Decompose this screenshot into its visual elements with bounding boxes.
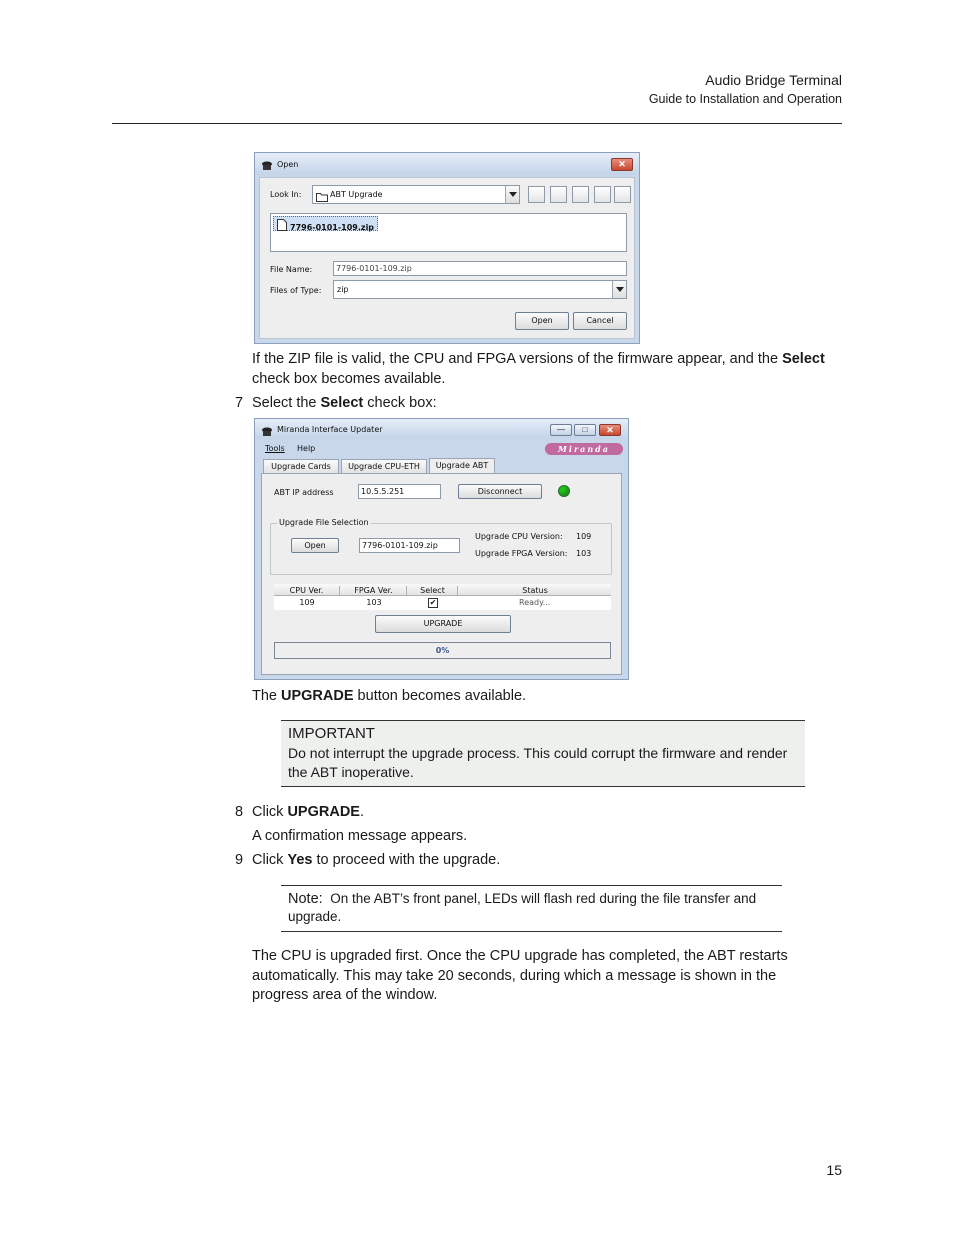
file-item[interactable] bbox=[273, 216, 378, 231]
file-item-name: 7796-0101-109.zip bbox=[290, 223, 375, 232]
step-7-bold: Select bbox=[320, 395, 364, 411]
cpu-version-value: 109 bbox=[576, 532, 592, 541]
disconnect-button[interactable]: Disconnect bbox=[458, 484, 542, 499]
file-icon bbox=[277, 218, 287, 236]
tab-panel bbox=[261, 473, 622, 675]
fpga-version-label: Upgrade FPGA Version: bbox=[475, 549, 568, 558]
tab-upgrade-cards[interactable]: Upgrade Cards bbox=[263, 459, 339, 473]
open-button[interactable]: Open bbox=[515, 312, 569, 330]
minimize-icon[interactable]: — bbox=[550, 424, 572, 436]
ip-value: 10.5.5.251 bbox=[361, 487, 405, 496]
step-8-text-2: . bbox=[359, 804, 364, 820]
row-status: Ready... bbox=[519, 598, 551, 607]
select-checkbox[interactable]: ✔ bbox=[429, 598, 437, 607]
note-text: On the ABT’s front panel, LEDs will flash red during the file transfer and upgrade. bbox=[288, 891, 757, 924]
col-cpu-ver: CPU Ver. bbox=[274, 586, 340, 595]
up-folder-icon[interactable] bbox=[528, 186, 545, 203]
document-title: Audio Bridge Terminal bbox=[705, 72, 842, 88]
chevron-down-icon[interactable] bbox=[612, 281, 626, 298]
important-heading: IMPORTANT bbox=[288, 725, 375, 742]
step-9-text-1: Click bbox=[252, 852, 288, 868]
group-label: Upgrade File Selection bbox=[279, 518, 369, 527]
row-cpu-ver: 109 bbox=[299, 598, 315, 607]
close-icon[interactable]: ✕ bbox=[599, 424, 621, 436]
open-dialog-body bbox=[259, 177, 635, 339]
tab-upgrade-cpu-eth[interactable]: Upgrade CPU-ETH bbox=[341, 459, 427, 473]
updater-title: Miranda Interface Updater bbox=[277, 425, 383, 434]
header-rule bbox=[112, 123, 842, 124]
progress-bar bbox=[274, 642, 611, 659]
step-8-sub: A confirmation message appears. bbox=[252, 828, 468, 844]
step-7-text bbox=[252, 393, 437, 413]
menu-help[interactable]: Help bbox=[297, 444, 316, 453]
upgrade-file-selection-group bbox=[270, 518, 612, 575]
files-of-type-label: Files of Type: bbox=[270, 286, 322, 295]
step-8-bold: UPGRADE bbox=[287, 804, 360, 820]
step-8-text-1: Click bbox=[252, 804, 288, 820]
step-8-text bbox=[252, 802, 364, 822]
upgrade-text-1: The bbox=[252, 688, 282, 704]
chevron-down-icon[interactable] bbox=[505, 186, 519, 203]
status-led-icon bbox=[558, 485, 570, 497]
look-in-label: Look In: bbox=[270, 190, 302, 199]
java-cup-icon bbox=[261, 158, 273, 168]
file-input[interactable] bbox=[359, 538, 460, 553]
new-folder-icon[interactable] bbox=[572, 186, 589, 203]
important-callout bbox=[281, 720, 805, 787]
tab-upgrade-abt[interactable]: Upgrade ABT bbox=[429, 458, 495, 473]
open-dialog bbox=[254, 152, 640, 344]
details-view-icon[interactable] bbox=[614, 186, 631, 203]
updater-window bbox=[254, 418, 629, 680]
menu-tools[interactable]: Tools bbox=[265, 444, 285, 453]
upgrade-button[interactable]: UPGRADE bbox=[375, 615, 511, 633]
final-paragraph: The CPU is upgraded first. Once the CPU upgrade has completed, the ABT restarts automatically. This may take 20 seconds, during which a message is shown in the progress area of the window. bbox=[252, 948, 788, 1003]
col-status: Status bbox=[522, 586, 548, 595]
cancel-button[interactable]: Cancel bbox=[573, 312, 627, 330]
important-text: Do not interrupt the upgrade process. This could corrupt the firmware and render the ABT inoperative. bbox=[288, 745, 788, 780]
zip-valid-text-2: check box becomes available. bbox=[252, 371, 446, 387]
java-cup-icon bbox=[261, 424, 273, 434]
files-of-type-value: zip bbox=[337, 285, 349, 294]
open-file-button[interactable]: Open bbox=[291, 538, 339, 553]
cpu-version-label: Upgrade CPU Version: bbox=[475, 532, 563, 541]
step-7-number: 7 bbox=[235, 395, 244, 411]
zip-valid-paragraph bbox=[252, 349, 852, 389]
step-9-text-2: to proceed with the upgrade. bbox=[312, 852, 501, 868]
step-9-text bbox=[252, 850, 500, 870]
upgrade-text-2: button becomes available. bbox=[353, 688, 527, 704]
open-dialog-titlebar bbox=[255, 153, 639, 175]
miranda-logo bbox=[545, 443, 623, 455]
note-text-block bbox=[288, 890, 778, 926]
upgrade-bold: UPGRADE bbox=[281, 688, 354, 704]
step-7-text-1: Select the bbox=[252, 395, 321, 411]
step-7-text-2: check box: bbox=[363, 395, 437, 411]
select-term: Select bbox=[782, 351, 825, 367]
file-input-value: 7796-0101-109.zip bbox=[362, 541, 438, 550]
look-in-value: ABT Upgrade bbox=[330, 190, 383, 199]
fpga-version-value: 103 bbox=[576, 549, 592, 558]
close-icon[interactable]: ✕ bbox=[611, 158, 633, 171]
document-subtitle: Guide to Installation and Operation bbox=[648, 92, 842, 106]
table-row bbox=[274, 597, 611, 609]
col-select: Select bbox=[408, 586, 458, 595]
list-view-icon[interactable] bbox=[594, 186, 611, 203]
page-number: 15 bbox=[826, 1162, 842, 1178]
updater-titlebar bbox=[255, 419, 628, 439]
note-callout bbox=[281, 885, 782, 932]
files-of-type-combo[interactable] bbox=[333, 280, 627, 299]
file-name-input[interactable] bbox=[333, 261, 627, 276]
ip-input[interactable] bbox=[358, 484, 441, 499]
row-fpga-ver: 103 bbox=[366, 598, 382, 607]
open-dialog-title: Open bbox=[277, 160, 299, 169]
file-name-label: File Name: bbox=[270, 265, 313, 274]
maximize-icon[interactable]: □ bbox=[574, 424, 596, 436]
ip-label: ABT IP address bbox=[274, 488, 334, 497]
step-9-bold: Yes bbox=[287, 852, 313, 868]
folder-icon bbox=[316, 189, 328, 207]
progress-text: 0% bbox=[435, 646, 450, 655]
col-fpga-ver: FPGA Ver. bbox=[341, 586, 407, 595]
note-label: Note: bbox=[288, 891, 323, 907]
firmware-table bbox=[274, 584, 611, 610]
file-name-value: 7796-0101-109.zip bbox=[336, 264, 412, 273]
home-icon[interactable] bbox=[550, 186, 567, 203]
step-9-number: 9 bbox=[235, 852, 244, 868]
step-8-number: 8 bbox=[235, 804, 244, 820]
file-list bbox=[270, 213, 627, 252]
upgrade-available-paragraph bbox=[252, 686, 526, 706]
zip-valid-text-1: If the ZIP file is valid, the CPU and FPGA versions of the firmware appear, and the bbox=[252, 351, 783, 367]
table-header bbox=[274, 584, 611, 596]
look-in-combo[interactable] bbox=[312, 185, 520, 204]
miranda-logo-text: Miranda bbox=[558, 444, 610, 454]
